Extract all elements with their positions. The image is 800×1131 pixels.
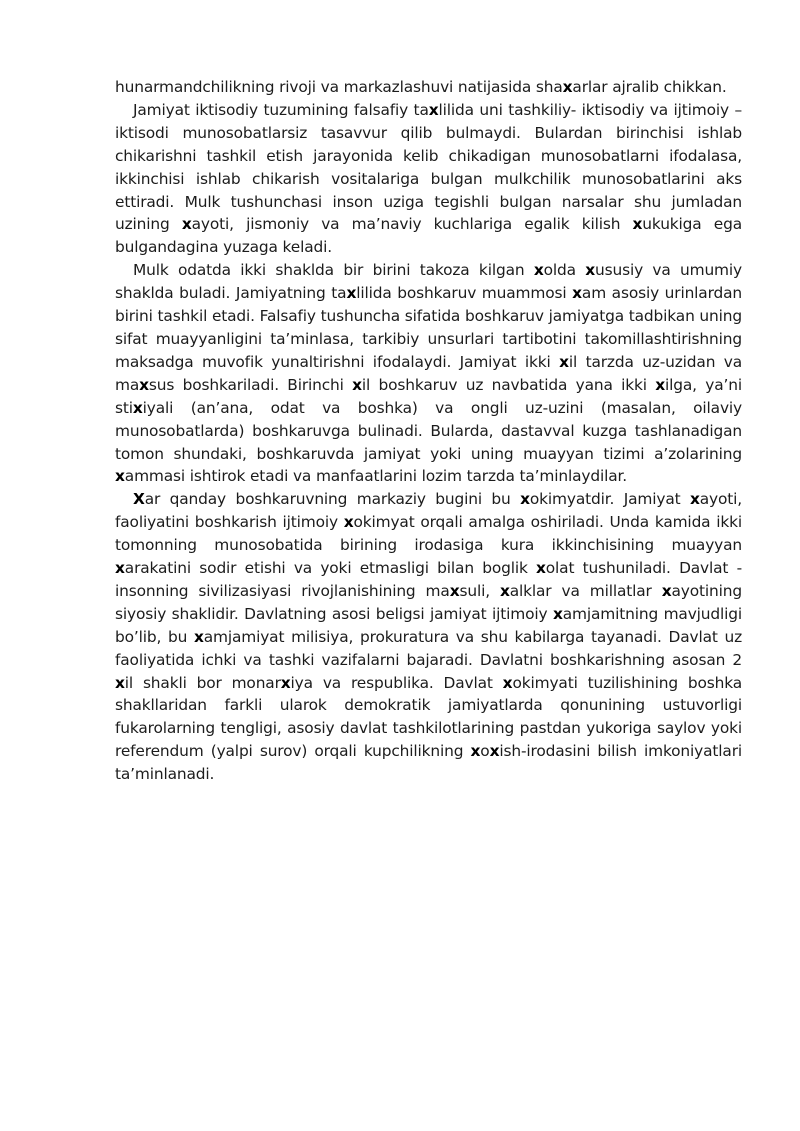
- bold-letter: x: [352, 375, 362, 394]
- bold-letter: x: [181, 215, 192, 234]
- bold-letter: x: [132, 398, 143, 417]
- bold-letter: x: [343, 513, 354, 532]
- bold-letter: x: [346, 284, 357, 303]
- bold-letter: x: [585, 261, 596, 280]
- bold-letter: x: [489, 742, 500, 761]
- paragraph: Xar qanday boshkaruvning markaziy bugini bu xokimyatdir. Jamiyat xayoti, faoliyatini boshkarish ijtimoiy xokimyat orqali amalga oshiriladi. Unda kamida ikki tomonning munosobatida birining irodasiga kura ikkinchisining muayyan xarakatini sodir etishi va yoki etmasligi bilan boglik xolat tushuniladi. Davlat -insonning sivilizasiyasi rivojlanishining maxsuli, xalklar va millatlar xayotining siyosiy shaklidir. Davlatning asosi beligsi jamiyat ijtimoiy xamjamitning mavjudligi bo’lib, bu xamjamiyat milisiya, prokuratura va shu kabilarga tayanadi. Davlat uz faoliyatida ichki va tashki vazifalarni bajaradi. Davlatni boshkarishning asosan 2 xil shakli bor monarxiya va respublika. Davlat xokimyati tuzilishining boshka shakllaridan farkli ularok demokratik jamiyatlarda qonunining ustuvorligi fukarolarning tengligi, asosiy davlat tashkilotlarining pastdan yukoriga saylov yoki referendum (yalpi surov) orqali kupchilikning xoxish-irodasini bilish imkoniyatlari ta’minlanadi.: [115, 490, 743, 784]
- bold-letter: x: [449, 581, 460, 600]
- bold-letter: x: [520, 490, 530, 509]
- bold-letter: x: [562, 78, 573, 96]
- bold-letter: x: [559, 352, 569, 371]
- bold-letter: x: [689, 490, 700, 509]
- bold-letter: x: [502, 673, 513, 692]
- bold-letter: x: [115, 673, 125, 692]
- paragraph: hunarmandchilikning rivoji va markazlashuvi natijasida shaxarlar ajralib chikkan.: [115, 78, 727, 96]
- bold-letter: x: [115, 559, 125, 578]
- bold-letter: x: [572, 284, 582, 303]
- bold-letter: x: [655, 375, 666, 394]
- bold-letter: x: [193, 627, 204, 646]
- bold-letter: x: [661, 581, 672, 600]
- bold-letter: x: [632, 215, 643, 234]
- bold-letter: x: [428, 100, 439, 119]
- bold-letter: x: [533, 261, 544, 280]
- bold-letter: X: [133, 490, 145, 509]
- bold-letter: x: [139, 375, 149, 394]
- bold-letter: x: [499, 581, 510, 600]
- bold-letter: x: [115, 467, 125, 486]
- paragraph: Mulk odatda ikki shaklda bir birini takoza kilgan xolda xususiy va umumiy shaklda buladi. Jamiyatning taxlilida boshkaruv muammosi xam asosiy urinlardan birini tashkil etadi. Falsafiy tushuncha sifatida boshkaruv jamiyatga tadbikan uning sifat muayyanligini ta’minlasa, tarkibiy unsurlari tartibotini takomillashtirishning maksadga muvofik yunaltirishni ifodalaydi. Jamiyat ikki xil tarzda uz-uzidan va maxsus boshkariladi. Birinchi xil boshkaruv uz navbatida yana ikki xilga, ya’ni stixiyali (an’ana, odat va boshka) va ongli uz-uzini (masalan, oilaviy munosobatlarda) boshkaruvga bulinadi. Bularda, dastavval kuzga tashlanadigan tomon shundaki, boshkaruvda jamiyat yoki uning muayyan tizimi a’zolarining xammasi ishtirok etadi va manfaatlarini lozim tarzda ta’minlaydilar.: [115, 261, 743, 486]
- bold-letter: x: [470, 742, 481, 761]
- paragraph: Jamiyat iktisodiy tuzumining falsafiy taxlilida uni tashkiliy- iktisodiy va ijtimoiy –iktisodi munosobatlarsiz tasavvur qilib bulmaydi. Bulardan birinchisi ishlab chikarishni tashkil etish jarayonida kelib chikadigan munosobatlarni ifodalasa, ikkinchisi ishlab chikarish vositalariga bulgan mulkchilik munosobatlarini aks ettiradi. Mulk tushunchasi inson uziga tegishli bulgan narsalar shu jumladan uzining xayoti, jismoniy va ma’naviy kuchlariga egalik kilish xukukiga ega bulgandagina yuzaga keladi.: [115, 100, 743, 257]
- bold-letter: x: [536, 559, 546, 578]
- body-text: [115, 76, 742, 786]
- bold-letter: x: [552, 604, 563, 623]
- bold-letter: x: [280, 673, 291, 692]
